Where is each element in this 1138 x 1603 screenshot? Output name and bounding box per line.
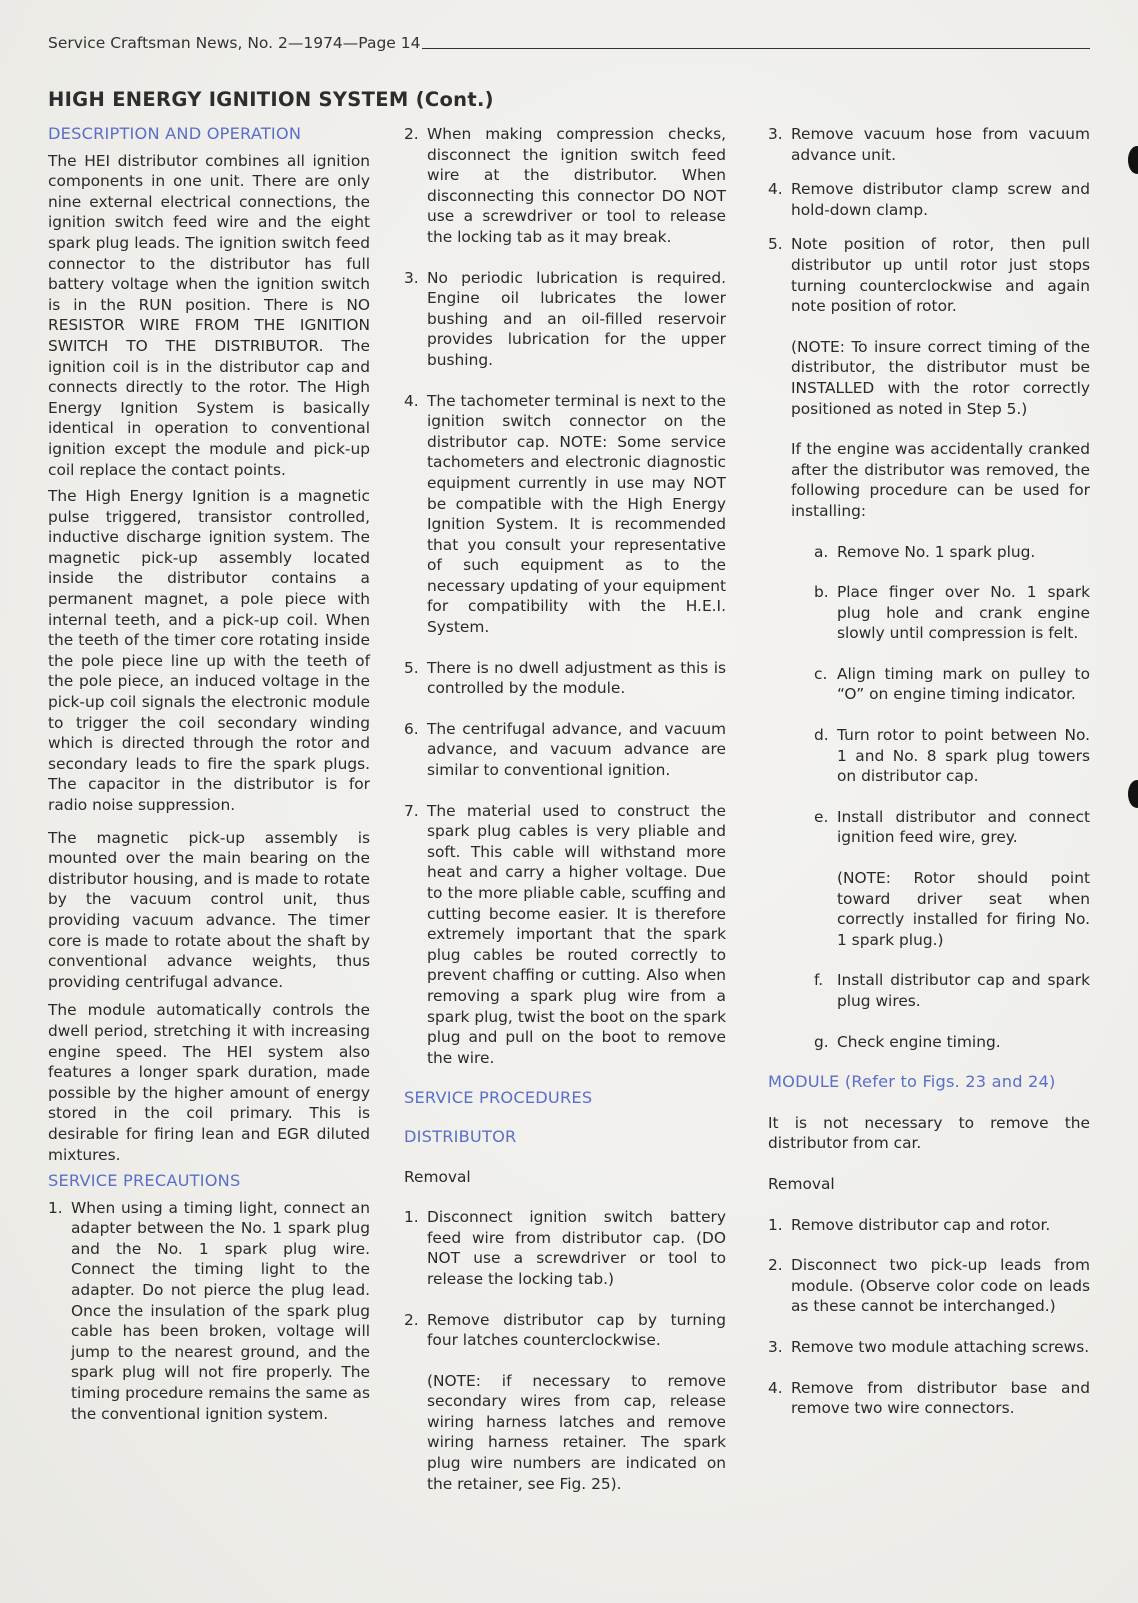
list-text: Disconnect two pick-up leads from module. (Observe color code on leads as these cannot be interchanged.) (791, 1256, 1090, 1316)
column-3 (768, 124, 1090, 1419)
list-item (404, 801, 726, 1069)
list-number: 1. (48, 1198, 63, 1217)
step-text: Install distributor and connect ignition feed wire, grey. (837, 807, 1090, 847)
list-item (768, 234, 1090, 316)
list-item (404, 268, 726, 371)
list-number: 7. (404, 801, 419, 820)
install-step (814, 664, 1090, 705)
install-step (814, 582, 1090, 644)
install-step (814, 542, 1090, 563)
list-number: 2. (768, 1256, 783, 1275)
list-item (768, 179, 1090, 220)
step-letter: c. (814, 664, 828, 683)
install-step (814, 725, 1090, 787)
section-heading-distributor: DISTRIBUTOR (404, 1126, 517, 1146)
column-2 (404, 124, 726, 1494)
running-head (48, 34, 1090, 52)
punch-hole-mark (1128, 780, 1138, 808)
install-step (814, 970, 1090, 1011)
running-head-text: Service Craftsman News, No. 2—1974—Page 14 (48, 34, 421, 52)
install-step (814, 1032, 1090, 1053)
step-letter: a. (814, 542, 829, 561)
list-number: 2. (404, 1310, 419, 1329)
paragraph: The High Energy Ignition is a magnetic pulse triggered, transistor controlled, inductive discharge ignition system. The magnetic pick-up assembly located inside the distributor contains a permanent magnet, a pole piece with internal teeth, and a pick-up coil. When the teeth of the timer core rotating inside the pole piece line up with the teeth of the pole piece, an induced voltage in the pick-up coil signals the electronic module to trigger the coil secondary winding which is directed through the rotor and secondary leads to fire the spark plugs. The capacitor in the distributor is for radio noise suppression. (48, 487, 370, 814)
note-paragraph: (NOTE: Rotor should point toward driver seat when correctly installed for firing No. 1 spark plug.) (837, 869, 1090, 949)
list-item (768, 1215, 1090, 1236)
list-item (404, 124, 726, 248)
paragraph: The module automatically controls the dwell period, stretching it with increasing engine speed. The HEI system also features a longer spark duration, made possible by the higher amount of energy stored in the coil primary. This is desirable for firing lean and EGR diluted mixtures. (48, 1001, 370, 1164)
list-item (404, 391, 726, 638)
step-letter: e. (814, 807, 829, 826)
step-text: Turn rotor to point between No. 1 and No. 8 spark plug towers on distributor cap. (837, 726, 1090, 786)
section-heading-description: DESCRIPTION AND OPERATION (48, 124, 302, 143)
list-text: Remove distributor cap by turning four latches counterclockwise. (427, 1310, 726, 1350)
list-number: 3. (768, 1337, 783, 1356)
list-text: Remove two module attaching screws. (791, 1337, 1090, 1356)
list-item (404, 658, 726, 699)
list-item (48, 1198, 370, 1425)
section-heading-module: MODULE (Refer to Figs. 23 and 24) (768, 1072, 1056, 1092)
list-item (768, 1255, 1090, 1317)
paragraph: The HEI distributor combines all ignition components in one unit. There are only nine external electrical connections, the ignition switch feed wire and the eight spark plug leads. The ignition switch feed connector to the distributor has full battery voltage when the ignition switch is in the RUN position. There is NO RESISTOR WIRE FROM THE IGNITION SWITCH TO THE DISTRIBUTOR. The ignition coil is in the distributor cap and connects directly to the rotor. The High Energy Ignition System is basically identical in operation to conventional ignition except the module and pick-up coil replace the contact points. (48, 151, 370, 479)
list-number: 5. (768, 235, 783, 254)
note-paragraph: (NOTE: if necessary to remove secondary wires from cap, release wiring harness latches and remove wiring harness retainer. The spark plug wire numbers are indicated on the retainer, see Fig. 25). (427, 1371, 726, 1493)
step-letter: f. (814, 971, 824, 990)
list-item (404, 1207, 726, 1289)
list-text: There is no dwell adjustment as this is controlled by the module. (427, 658, 726, 698)
list-text: When making compression checks, disconnect the ignition switch feed wire at the distributor. When disconnecting this connector DO NOT use a screwdriver or tool to release the locking tab as it may break. (427, 125, 726, 246)
punch-hole-mark (1128, 146, 1138, 174)
step-letter: b. (814, 583, 829, 602)
note-paragraph: (NOTE: To insure correct timing of the distributor, the distributor must be INSTALLED with the rotor correctly positioned as noted in Step 5.) (791, 337, 1090, 418)
step-text: Place finger over No. 1 spark plug hole and crank engine slowly until compression is felt. (837, 583, 1090, 643)
list-text: Remove vacuum hose from vacuum advance unit. (791, 125, 1090, 164)
page-title: HIGH ENERGY IGNITION SYSTEM (Cont.) (48, 88, 494, 111)
list-number: 4. (768, 1378, 783, 1397)
list-text: Remove from distributor base and remove two wire connectors. (791, 1378, 1090, 1418)
list-number: 4. (404, 391, 419, 410)
list-text: Remove distributor clamp screw and hold-down clamp. (791, 180, 1090, 219)
list-text: The centrifugal advance, and vacuum advance, and vacuum advance are similar to conventional ignition. (427, 719, 726, 780)
list-item (768, 1337, 1090, 1358)
install-step (814, 807, 1090, 848)
step-letter: g. (814, 1032, 829, 1051)
paragraph: It is not necessary to remove the distributor from car. (768, 1113, 1090, 1153)
list-text: When using a timing light, connect an adapter between the No. 1 spark plug and the No. 1 spark plug wire. Connect the timing light to the adapter. Do not pierce the plug lead. Once the insulation of the spark plug cable has been broken, voltage will jump to the nearest ground, and the spark plug will not fire properly. The timing procedure remains the same as the conventional ignition system. (71, 1198, 370, 1423)
header-rule (422, 48, 1090, 49)
step-text: Remove No. 1 spark plug. (837, 542, 1036, 561)
list-item (404, 719, 726, 781)
list-number: 5. (404, 658, 419, 677)
subheading-removal: Removal (404, 1167, 471, 1186)
list-item (404, 1310, 726, 1351)
column-1 (48, 124, 370, 1424)
section-heading-service-procedures: SERVICE PROCEDURES (404, 1088, 593, 1108)
list-text: The material used to construct the spark plug cables is very pliable and soft. This cable will withstand more heat and carry a higher voltage. Due to the more pliable cable, scuffing and cutting become easier. It is therefore extremely important that the spark plug cables be routed correctly to prevent chaffing or cutting. Also when removing a spark plug wire from a spark plug, twist the boot on the spark plug and pull on the boot to remove the wire. (427, 801, 726, 1067)
list-text: The tachometer terminal is next to the ignition switch connector on the distributor cap. NOTE: Some service tachometers and electronic diagnostic equipment currently in use may NOT be compatible with the High Energy Ignition System. It is recommended that you consult your representative of such equipment as to the necessary updating of your equipment for compatibility with the H.E.I. System. (427, 391, 726, 637)
step-letter: d. (814, 726, 829, 745)
list-item (768, 124, 1090, 165)
step-text: Align timing mark on pulley to “O” on engine timing indicator. (837, 664, 1090, 704)
list-number: 1. (404, 1208, 419, 1227)
list-number: 4. (768, 180, 783, 199)
list-number: 3. (768, 125, 783, 143)
list-text: Remove distributor cap and rotor. (791, 1215, 1051, 1234)
section-heading-precautions: SERVICE PRECAUTIONS (48, 1171, 241, 1191)
subheading-removal: Removal (768, 1174, 835, 1193)
list-text: Disconnect ignition switch battery feed wire from distributor cap. (DO NOT use a screwdriver or tool to release the locking tab.) (427, 1208, 726, 1288)
list-text: No periodic lubrication is required. Engine oil lubricates the lower bushing and an oil-filled reservoir provides lubrication for the upper bushing. (427, 268, 726, 369)
paragraph: If the engine was accidentally cranked after the distributor was removed, the following procedure can be used for installing: (791, 440, 1090, 520)
step-text: Check engine timing. (837, 1032, 1001, 1051)
list-number: 3. (404, 268, 419, 287)
step-text: Install distributor cap and spark plug wires. (837, 971, 1090, 1010)
list-text: Note position of rotor, then pull distributor up until rotor just stops turning counterclockwise and again note position of rotor. (791, 235, 1090, 316)
list-number: 2. (404, 125, 419, 143)
list-item (768, 1378, 1090, 1419)
list-number: 6. (404, 719, 419, 738)
list-number: 1. (768, 1215, 783, 1234)
paragraph: The magnetic pick-up assembly is mounted over the main bearing on the distributor housing, and is made to rotate by the vacuum control unit, thus providing vacuum advance. The timer core is made to rotate about the shaft by conventional advance weights, thus providing centrifugal advance. (48, 828, 370, 991)
